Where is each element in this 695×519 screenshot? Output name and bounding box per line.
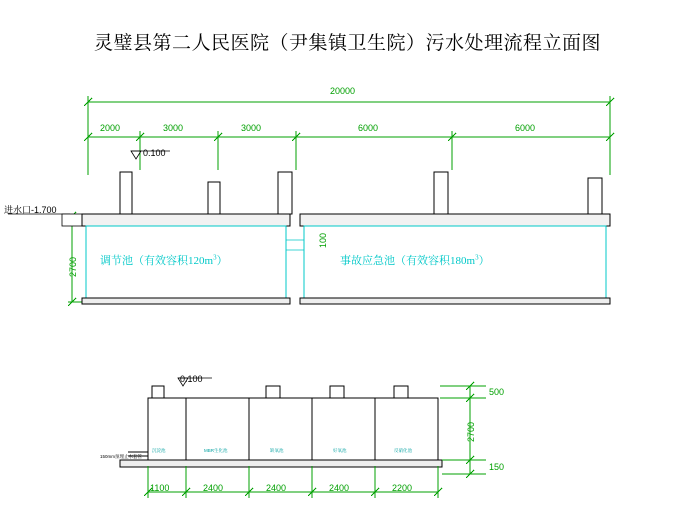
chamber-label-1: 沉淀池 <box>152 448 166 453</box>
overall-dimension-label: 20000 <box>330 86 356 96</box>
segment-dimension-5: 6000 <box>515 123 536 133</box>
plan-dimension-4: 2400 <box>329 483 350 493</box>
segment-dimension-1: 2000 <box>100 123 121 133</box>
plan-level-mark: 0.100 <box>180 374 203 384</box>
inlet-elevation-label: 进水口-1.700 <box>4 205 57 215</box>
tank-label-adjust: 调节池（有效容积$120m^3$） <box>100 253 228 267</box>
chamber-label-4: 好氧池 <box>333 448 347 453</box>
elevation-level-mark: 0.100 <box>143 148 166 158</box>
pipe-sleeve-note: 150mm预埋止水套管 <box>100 454 143 459</box>
plan-dimension-2: 2400 <box>203 483 224 493</box>
chamber-label-2: MBR生化池 <box>204 448 228 453</box>
elevation-height-dimension: 2700 <box>68 256 78 277</box>
chamber-label-3: 缺氧池 <box>270 448 284 453</box>
plan-dimension-1: 1100 <box>150 483 170 493</box>
chamber-label-5: 反硝化池 <box>394 448 412 453</box>
segment-dimension-4: 6000 <box>358 123 379 133</box>
plan-right-dimension-top: 500 <box>489 387 505 397</box>
plan-right-dimension-mid: 2700 <box>466 421 476 442</box>
plan-right-dimension-bottom: 150 <box>489 462 505 472</box>
segment-dimension-2: 3000 <box>163 123 184 133</box>
tank-label-emergency: 事故应急池（有效容积$180m^3$） <box>340 253 490 267</box>
page-title: 灵璧县第二人民医院（尹集镇卫生院）污水处理流程立面图 <box>93 33 601 54</box>
plan-dimension-5: 2200 <box>392 483 413 493</box>
plan-dimension-3: 2400 <box>266 483 287 493</box>
segment-dimension-3: 3000 <box>241 123 262 133</box>
wall-thickness-dimension: 100 <box>318 232 328 248</box>
